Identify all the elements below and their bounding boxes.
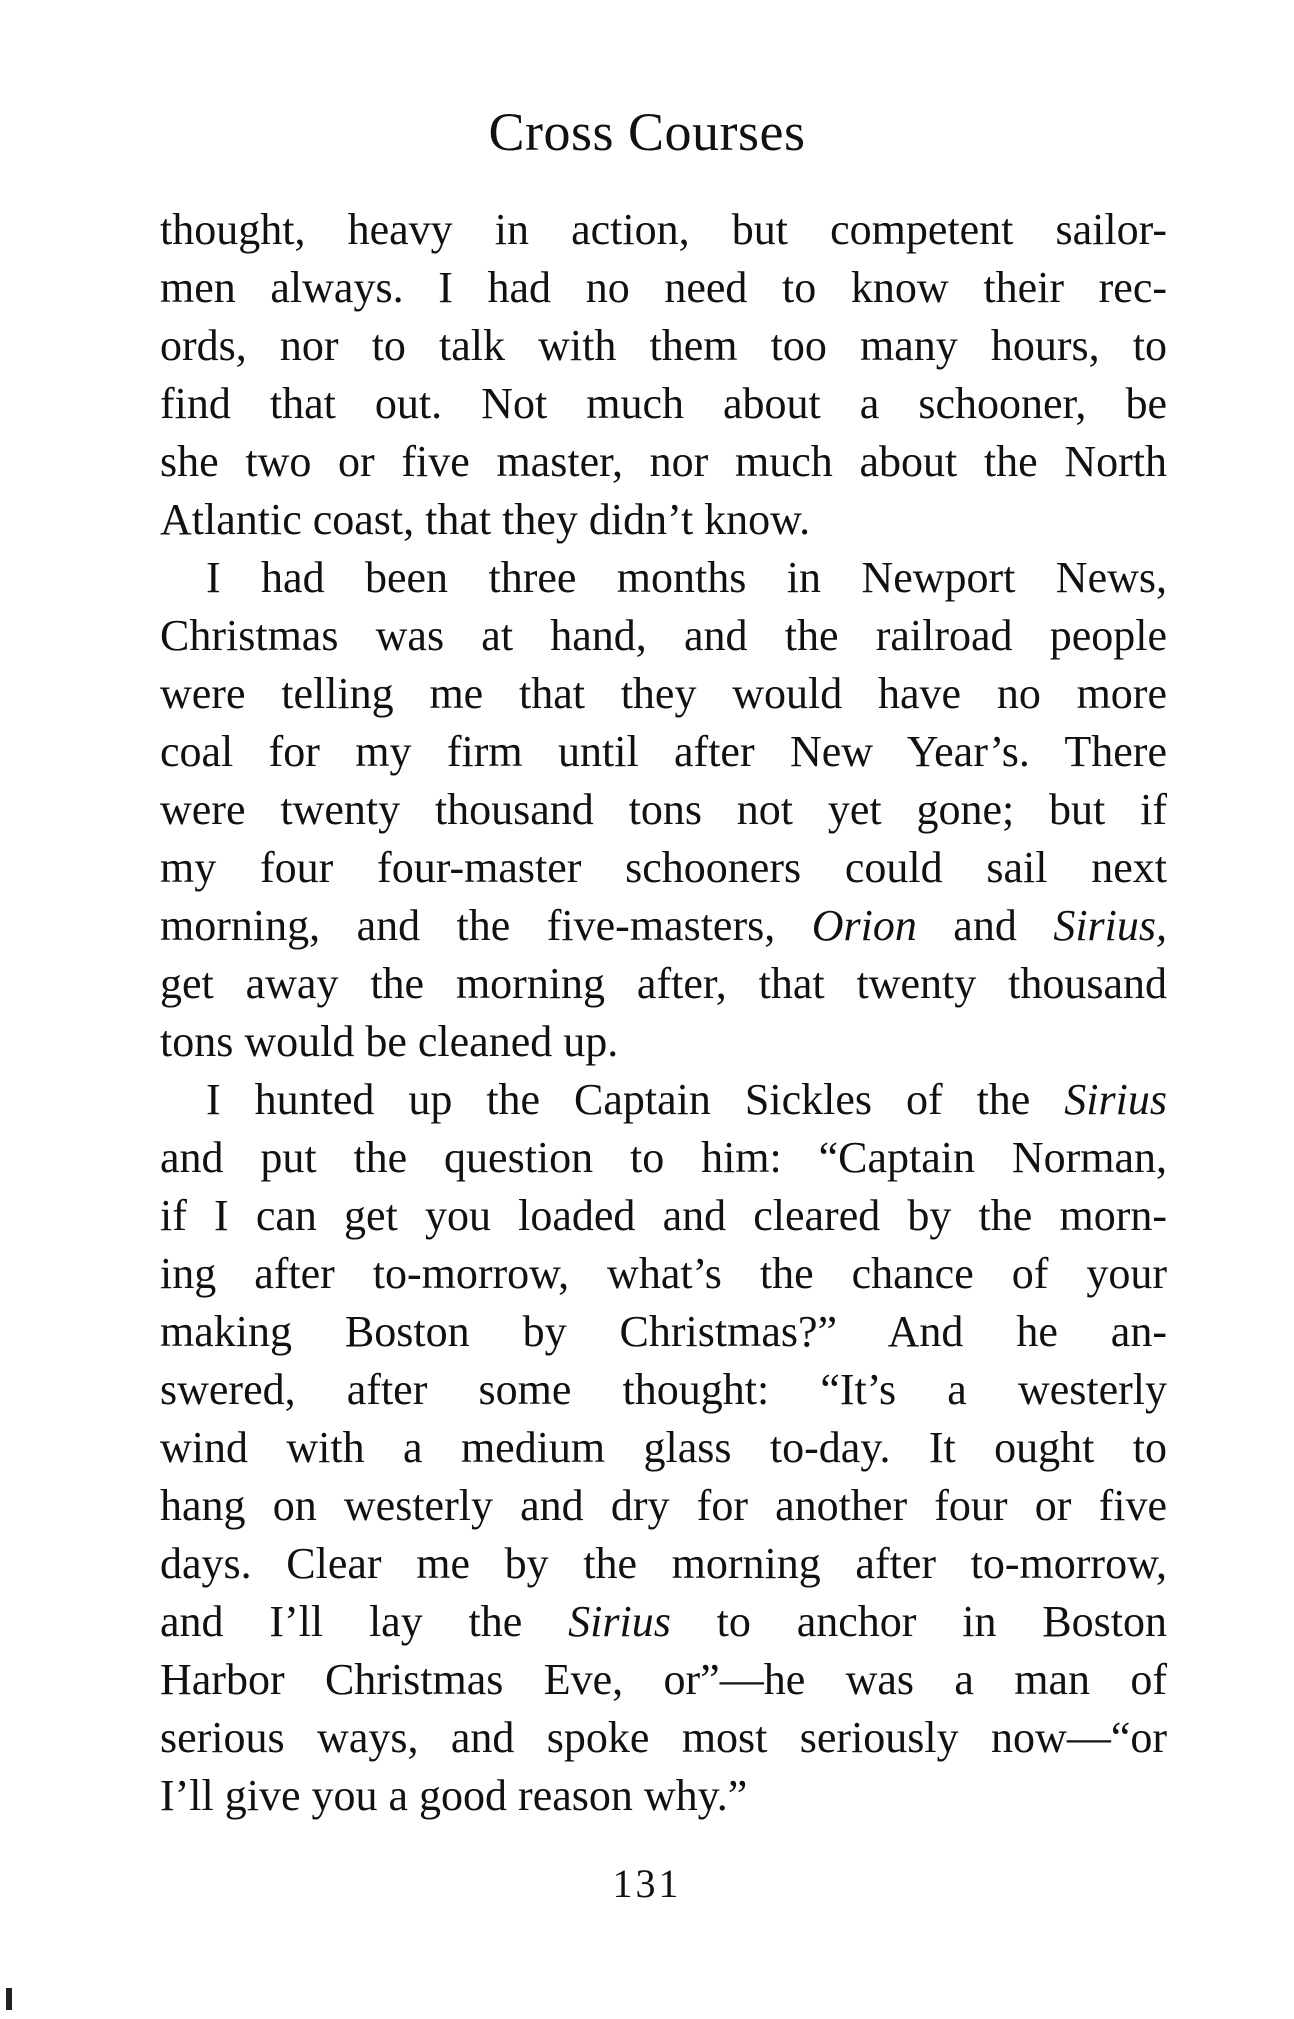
text-segment: wind with a medium glass to-day. It ought to	[160, 1423, 1167, 1472]
text-segment: ords, nor to talk with them too many hours, to	[160, 321, 1167, 370]
text-line	[160, 1709, 1167, 1767]
running-head: Cross Courses	[488, 102, 806, 162]
text-segment: and I’ll lay the	[160, 1597, 569, 1646]
text-segment: making Boston by Christmas?” And he an-	[160, 1307, 1167, 1356]
text-segment: morning, and the five-masters,	[160, 901, 812, 950]
text-line	[160, 433, 1167, 491]
text-line	[160, 549, 1167, 607]
body-text	[160, 201, 1167, 1825]
text-line	[160, 491, 1167, 549]
text-segment: thought, heavy in action, but competent sailor-	[160, 205, 1167, 254]
text-line	[160, 1129, 1167, 1187]
text-segment: I hunted up the Captain Sickles of the	[206, 1075, 1065, 1124]
text-segment: hang on westerly and dry for another four or five	[160, 1481, 1167, 1530]
text-line	[160, 375, 1167, 433]
text-segment: to anchor in Boston	[670, 1597, 1168, 1646]
text-line	[160, 1361, 1167, 1419]
text-segment: were telling me that they would have no more	[160, 669, 1167, 718]
text-line	[160, 839, 1167, 897]
text-segment: men always. I had no need to know their rec-	[160, 263, 1167, 312]
italic-ship-name: Orion	[811, 901, 917, 950]
italic-ship-name: Sirius,	[1053, 901, 1168, 950]
text-line	[160, 201, 1167, 259]
text-line	[160, 1477, 1167, 1535]
italic-ship-name: Sirius	[1064, 1075, 1167, 1124]
text-line	[160, 607, 1167, 665]
text-segment: and	[916, 901, 1054, 950]
text-segment: find that out. Not much about a schooner, be	[160, 379, 1167, 428]
text-segment: tons would be cleaned up.	[160, 1017, 619, 1066]
text-segment: ing after to-morrow, what’s the chance of your	[160, 1249, 1167, 1298]
text-line	[160, 897, 1167, 955]
text-line	[160, 1187, 1167, 1245]
text-line	[160, 317, 1167, 375]
text-line	[160, 1419, 1167, 1477]
text-line	[160, 723, 1167, 781]
text-line	[160, 1303, 1167, 1361]
text-line	[160, 955, 1167, 1013]
text-line	[160, 665, 1167, 723]
text-line	[160, 1593, 1167, 1651]
text-segment: get away the morning after, that twenty thousand	[160, 959, 1167, 1008]
text-line	[160, 1535, 1167, 1593]
text-segment: coal for my firm until after New Year’s. There	[160, 727, 1167, 776]
text-line	[160, 1071, 1167, 1129]
text-line	[160, 1013, 1167, 1071]
text-line	[160, 259, 1167, 317]
page-number: 131	[612, 1861, 682, 1906]
text-segment: she two or five master, nor much about the North	[160, 437, 1167, 486]
text-segment: Harbor Christmas Eve, or”—he was a man of	[160, 1655, 1167, 1704]
text-segment: days. Clear me by the morning after to-morrow,	[160, 1539, 1167, 1588]
print-speck	[6, 1988, 12, 2010]
text-line	[160, 1651, 1167, 1709]
text-segment: swered, after some thought: “It’s a westerly	[160, 1365, 1167, 1414]
text-segment: I had been three months in Newport News,	[206, 553, 1167, 602]
text-line	[160, 1767, 1167, 1825]
text-line	[160, 1245, 1167, 1303]
text-segment: my four four-master schooners could sail next	[160, 843, 1167, 892]
text-segment: if I can get you loaded and cleared by the morn-	[160, 1191, 1167, 1240]
italic-ship-name: Sirius	[568, 1597, 671, 1646]
text-segment: I’ll give you a good reason why.”	[160, 1771, 748, 1820]
text-segment: Atlantic coast, that they didn’t know.	[160, 495, 811, 544]
text-segment: were twenty thousand tons not yet gone; but if	[160, 785, 1167, 834]
text-segment: and put the question to him: “Captain Norman,	[160, 1133, 1167, 1182]
text-segment: Christmas was at hand, and the railroad people	[160, 611, 1167, 660]
text-segment: serious ways, and spoke most seriously now—“or	[160, 1713, 1167, 1762]
text-line	[160, 781, 1167, 839]
